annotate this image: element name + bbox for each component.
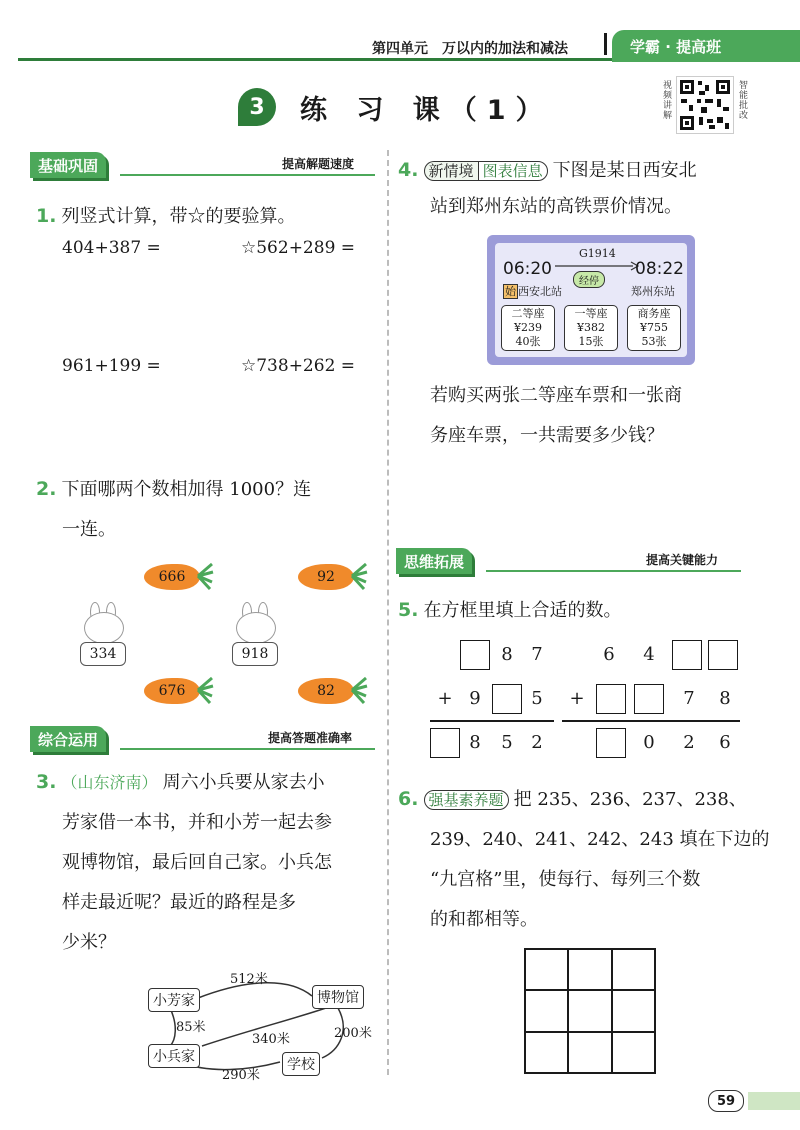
section-extension bbox=[396, 548, 741, 574]
section-applied bbox=[30, 726, 375, 752]
q4-text-3: 若购买两张二等座车票和一张商 bbox=[430, 385, 682, 406]
q5b-blank-r2-hundreds[interactable] bbox=[634, 684, 664, 714]
grid-cell[interactable] bbox=[525, 990, 568, 1031]
nine-square-grid bbox=[524, 948, 656, 1074]
qr-code-icon[interactable] bbox=[676, 76, 734, 134]
q3-text-1: 周六小兵要从家去小 bbox=[162, 772, 325, 793]
q4-tag-new-context: 新情境 bbox=[424, 161, 478, 181]
rabbit-icon bbox=[236, 612, 276, 644]
grid-cell[interactable] bbox=[525, 949, 568, 990]
page-number: 59 bbox=[708, 1090, 744, 1112]
grid-cell[interactable] bbox=[612, 1032, 655, 1073]
carrot-92[interactable]: 92 bbox=[298, 562, 368, 592]
q2-text-1: 下面哪两个数相加得 1000？连 bbox=[61, 479, 312, 500]
seat-second-class: 二等座 ¥239 40张 bbox=[501, 305, 555, 351]
q5a-sum-line bbox=[430, 720, 554, 722]
carrot-leaf-icon bbox=[350, 676, 368, 704]
section-extension-tag: 思维拓展 bbox=[396, 548, 472, 574]
q3-text-3: 观博物馆，最后回自己家。小兵怎 bbox=[62, 852, 332, 873]
q5b-blank-r1-ones[interactable] bbox=[708, 640, 738, 670]
ticket-train-number: G1914 bbox=[579, 247, 616, 260]
q1-expr-4: ☆738+262 = bbox=[241, 356, 356, 376]
brand-label: 学霸 · 提高班 bbox=[612, 30, 800, 62]
ticket-card bbox=[487, 235, 695, 365]
q2-number: 2. bbox=[36, 478, 57, 500]
section-basic bbox=[30, 152, 375, 178]
lesson-number-badge: 3 bbox=[238, 88, 276, 126]
ticket-depart-time: 06:20 bbox=[503, 259, 552, 279]
distance-290: 290米 bbox=[222, 1068, 260, 1083]
q6-line-1 bbox=[398, 780, 747, 820]
carrot-666[interactable]: 666 bbox=[144, 562, 214, 592]
ticket-destination: 郑州东站 bbox=[631, 285, 675, 298]
q5-puzzle-b: 6 4 + 7 8 0 2 6 bbox=[562, 640, 742, 760]
q6-text-4: 的和都相等。 bbox=[430, 909, 538, 930]
section-extension-rule bbox=[486, 570, 741, 572]
q3-line-1 bbox=[36, 763, 325, 803]
ticket-origin bbox=[503, 283, 562, 299]
q4-text-4: 务座车票，一共需要多少钱？ bbox=[430, 425, 664, 446]
q3-number: 3. bbox=[36, 771, 57, 793]
carrot-82[interactable]: 82 bbox=[298, 676, 368, 706]
q5a-blank-r3-thousands[interactable] bbox=[430, 728, 460, 758]
q1-number: 1. bbox=[36, 205, 57, 227]
q6-text-1: 把 235、236、237、238、 bbox=[513, 789, 747, 810]
q1-text: 列竖式计算，带☆的要验算。 bbox=[61, 206, 296, 227]
seat-first-class: 一等座 ¥382 15张 bbox=[564, 305, 618, 351]
section-applied-rule bbox=[120, 748, 375, 750]
distance-200: 200米 bbox=[334, 1026, 372, 1041]
q5b-blank-r2-thousands[interactable] bbox=[596, 684, 626, 714]
grid-cell[interactable] bbox=[568, 1032, 611, 1073]
q5b-sum-line bbox=[562, 720, 740, 722]
q3-text-5: 少米？ bbox=[62, 932, 116, 953]
place-xiaofang-home: 小芳家 bbox=[148, 988, 200, 1012]
qr-right-label: 智能批改 bbox=[737, 80, 747, 120]
q6-text-3: “九宫格”里，使每行、每列三个数 bbox=[430, 869, 701, 890]
q3-region: （山东济南） bbox=[61, 773, 158, 792]
qr-left-label: 视频讲解 bbox=[661, 80, 671, 120]
distance-85: 85米 bbox=[176, 1020, 206, 1035]
ticket-arrive-time: 08:22 bbox=[635, 259, 684, 279]
grid-cell[interactable] bbox=[525, 1032, 568, 1073]
q2-text-2: 一连。 bbox=[62, 519, 116, 540]
ticket-via-label: 经停 bbox=[573, 271, 605, 288]
grid-cell[interactable] bbox=[568, 990, 611, 1031]
q1-expr-2: ☆562+289 = bbox=[241, 238, 356, 258]
q1-expr-1: 404+387 = bbox=[62, 238, 161, 258]
grid-cell[interactable] bbox=[612, 949, 655, 990]
lesson-title: 练 习 课（1） bbox=[300, 95, 553, 126]
arrow-right-icon bbox=[555, 261, 639, 271]
seat-business-class: 商务座 ¥755 53张 bbox=[627, 305, 681, 351]
section-basic-tag: 基础巩固 bbox=[30, 152, 106, 178]
page-footer-band bbox=[748, 1092, 800, 1110]
grid-cell[interactable] bbox=[612, 990, 655, 1031]
q6-text-2: 239、240、241、242、243 填在下边的 bbox=[430, 829, 770, 850]
place-school: 学校 bbox=[282, 1052, 320, 1076]
q5-number: 5. bbox=[398, 599, 419, 621]
q4-tag-chart-info: 图表信息 bbox=[478, 161, 548, 181]
distance-340: 340米 bbox=[252, 1032, 290, 1047]
place-xiaobing-home: 小兵家 bbox=[148, 1044, 200, 1068]
carrot-676[interactable]: 676 bbox=[144, 676, 214, 706]
q4-line-1 bbox=[398, 151, 697, 191]
q4-text-2: 站到郑州东站的高铁票价情况。 bbox=[430, 196, 682, 217]
q5-line bbox=[398, 591, 622, 631]
q2-line-1 bbox=[36, 470, 311, 510]
q5-text: 在方框里填上合适的数。 bbox=[423, 600, 622, 621]
header-rule bbox=[18, 58, 618, 61]
carrot-leaf-icon bbox=[196, 676, 214, 704]
q5a-blank-r2-tens[interactable] bbox=[492, 684, 522, 714]
rabbit-334[interactable]: 334 bbox=[76, 602, 128, 668]
place-museum: 博物馆 bbox=[312, 985, 364, 1009]
section-basic-subtitle: 提高解题速度 bbox=[282, 157, 355, 171]
q6-number: 6. bbox=[398, 788, 419, 810]
q5-puzzle-a: 8 7 + 9 5 8 5 2 bbox=[430, 640, 554, 760]
grid-cell[interactable] bbox=[568, 949, 611, 990]
rabbit-918[interactable]: 918 bbox=[228, 602, 280, 668]
column-divider bbox=[387, 150, 389, 1075]
header-marker bbox=[604, 33, 607, 55]
q5b-blank-r3-thousands[interactable] bbox=[596, 728, 626, 758]
origin-station: 西安北站 bbox=[518, 285, 562, 298]
section-applied-subtitle: 提高答题准确率 bbox=[268, 731, 353, 745]
q1-expr-3: 961+199 = bbox=[62, 356, 161, 376]
section-extension-subtitle: 提高关键能力 bbox=[646, 553, 719, 567]
q4-text-1: 下图是某日西安北 bbox=[552, 160, 697, 181]
q4-number: 4. bbox=[398, 159, 419, 181]
rabbit-icon bbox=[84, 612, 124, 644]
carrot-leaf-icon bbox=[196, 562, 214, 590]
distance-512: 512米 bbox=[230, 972, 268, 987]
origin-mark: 始 bbox=[505, 285, 516, 298]
section-basic-rule bbox=[120, 174, 375, 176]
q6-tag: 强基素养题 bbox=[424, 790, 509, 810]
q5b-blank-r1-tens[interactable] bbox=[672, 640, 702, 670]
q3-text-4: 样走最近呢？最近的路程是多 bbox=[62, 892, 296, 913]
q5a-blank-r1-hundreds[interactable] bbox=[460, 640, 490, 670]
q3-text-2: 芳家借一本书，并和小芳一起去参 bbox=[62, 812, 332, 833]
carrot-leaf-icon bbox=[350, 562, 368, 590]
section-applied-tag: 综合运用 bbox=[30, 726, 106, 752]
unit-title: 第四单元 万以内的加法和减法 bbox=[372, 41, 568, 57]
q1-line bbox=[36, 197, 296, 237]
